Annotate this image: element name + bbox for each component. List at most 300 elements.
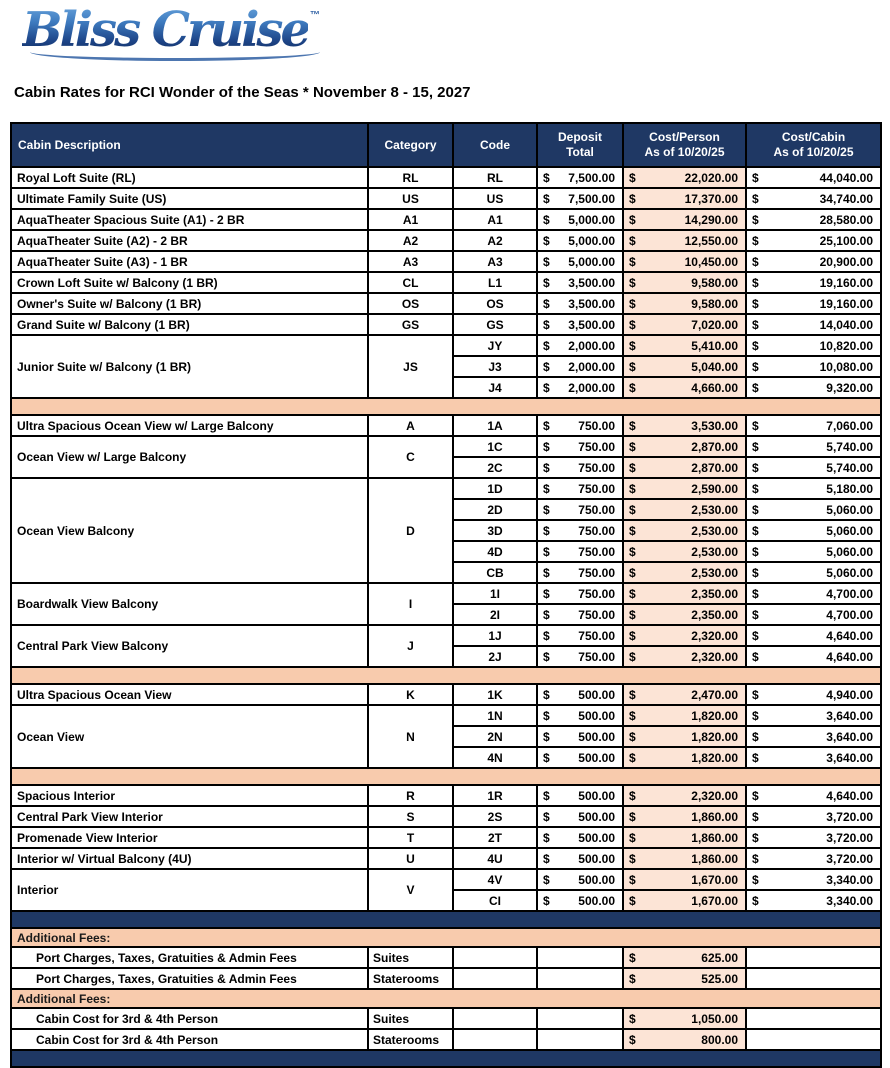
cost-person-cell	[623, 583, 746, 604]
cost-person-cell	[623, 684, 746, 705]
amount-value: 500.00	[578, 729, 615, 744]
code-cell: A1	[453, 209, 537, 230]
code-cell: 1R	[453, 785, 537, 806]
additional-fees-header-label: Additional Fees:	[11, 989, 881, 1008]
amount-value: 3,640.00	[826, 708, 873, 723]
currency-symbol: $	[752, 191, 759, 206]
currency-symbol: $	[543, 439, 550, 454]
amount-value: 750.00	[578, 481, 615, 496]
currency-symbol: $	[629, 708, 636, 723]
amount-value: 3,640.00	[826, 729, 873, 744]
amount-value: 3,500.00	[568, 317, 615, 332]
amount-value: 2,870.00	[691, 460, 738, 475]
table-row	[11, 436, 881, 457]
deposit-total-cell	[537, 684, 623, 705]
table-row	[11, 478, 881, 499]
deposit-total-cell	[537, 230, 623, 251]
amount-value: 10,820.00	[819, 338, 873, 353]
amount-value: 1,670.00	[691, 872, 738, 887]
deposit-total-cell	[537, 415, 623, 436]
currency-symbol: $	[543, 170, 550, 185]
amount-value: 5,410.00	[691, 338, 738, 353]
code-cell: J4	[453, 377, 537, 398]
currency-symbol: $	[752, 893, 759, 908]
deposit-total-cell	[537, 747, 623, 768]
currency-symbol: $	[543, 750, 550, 765]
amount-value: 750.00	[578, 460, 615, 475]
currency-symbol: $	[543, 380, 550, 395]
deposit-total-cell	[537, 583, 623, 604]
amount-value: 5,060.00	[826, 502, 873, 517]
amount-value: 17,370.00	[684, 191, 738, 206]
amount-value: 500.00	[578, 788, 615, 803]
amount-value: 2,000.00	[568, 338, 615, 353]
amount-value: 7,500.00	[568, 170, 615, 185]
currency-symbol: $	[752, 649, 759, 664]
deposit-total-cell	[537, 869, 623, 890]
cost-cabin-cell	[746, 785, 881, 806]
deposit-total-cell	[537, 314, 623, 335]
currency-symbol: $	[543, 460, 550, 475]
currency-symbol: $	[629, 893, 636, 908]
code-cell: J3	[453, 356, 537, 377]
cost-cabin-cell	[746, 583, 881, 604]
page-title: Cabin Rates for RCI Wonder of the Seas * November 8 - 15, 2027	[14, 84, 471, 101]
deposit-cell-empty	[537, 947, 623, 968]
cabin-description-cell: Promenade View Interior	[11, 827, 368, 848]
cost-person-cell	[623, 869, 746, 890]
cost-cabin-cell-empty	[746, 947, 881, 968]
amount-value: 5,000.00	[568, 254, 615, 269]
table-row	[11, 293, 881, 314]
header-cost-cabin-line2: As of 10/20/25	[773, 145, 854, 159]
cabin-description-cell: AquaTheater Suite (A3) - 1 BR	[11, 251, 368, 272]
currency-symbol: $	[752, 380, 759, 395]
additional-fees-header-label: Additional Fees:	[11, 928, 881, 947]
amount-value: 4,660.00	[691, 380, 738, 395]
cost-person-cell	[623, 436, 746, 457]
cost-person-cell	[623, 747, 746, 768]
category-cell: A2	[368, 230, 453, 251]
amount-value: 2,320.00	[691, 649, 738, 664]
code-cell: 2N	[453, 726, 537, 747]
amount-value: 7,500.00	[568, 191, 615, 206]
cabin-description-cell: AquaTheater Spacious Suite (A1) - 2 BR	[11, 209, 368, 230]
amount-value: 3,640.00	[826, 750, 873, 765]
amount-value: 800.00	[701, 1032, 738, 1047]
amount-value: 2,000.00	[568, 380, 615, 395]
header-cost-person-line2: As of 10/20/25	[644, 145, 725, 159]
deposit-total-cell	[537, 436, 623, 457]
currency-symbol: $	[752, 628, 759, 643]
currency-symbol: $	[629, 170, 636, 185]
bottom-navy-bar-band	[11, 1050, 881, 1067]
amount-value: 2,320.00	[691, 788, 738, 803]
code-cell: 1I	[453, 583, 537, 604]
amount-value: 625.00	[701, 950, 738, 965]
currency-symbol: $	[629, 418, 636, 433]
currency-symbol: $	[629, 359, 636, 374]
amount-value: 750.00	[578, 607, 615, 622]
currency-symbol: $	[629, 460, 636, 475]
code-cell: 2S	[453, 806, 537, 827]
header-cabin-description: Cabin Description	[11, 123, 368, 167]
cabin-description-cell: Grand Suite w/ Balcony (1 BR)	[11, 314, 368, 335]
cost-person-cell	[623, 541, 746, 562]
amount-value: 2,530.00	[691, 544, 738, 559]
cost-cabin-cell	[746, 457, 881, 478]
currency-symbol: $	[543, 851, 550, 866]
currency-symbol: $	[543, 586, 550, 601]
amount-value: 19,160.00	[819, 275, 873, 290]
cost-cabin-cell	[746, 625, 881, 646]
amount-value: 20,900.00	[819, 254, 873, 269]
currency-symbol: $	[543, 729, 550, 744]
table-row	[11, 415, 881, 436]
currency-symbol: $	[629, 275, 636, 290]
currency-symbol: $	[543, 338, 550, 353]
currency-symbol: $	[629, 872, 636, 887]
section-separator-band	[11, 667, 881, 684]
cabin-description-cell: Boardwalk View Balcony	[11, 583, 368, 625]
code-cell: 4D	[453, 541, 537, 562]
currency-symbol: $	[543, 687, 550, 702]
currency-symbol: $	[629, 607, 636, 622]
amount-value: 500.00	[578, 830, 615, 845]
cost-cabin-cell	[746, 562, 881, 583]
cabin-description-cell: Ocean View	[11, 705, 368, 768]
cost-cabin-cell	[746, 705, 881, 726]
currency-symbol: $	[629, 950, 636, 965]
cabin-description-cell: Junior Suite w/ Balcony (1 BR)	[11, 335, 368, 398]
category-cell: JS	[368, 335, 453, 398]
table-row	[11, 869, 881, 890]
currency-symbol: $	[543, 254, 550, 269]
currency-symbol: $	[752, 687, 759, 702]
code-cell-empty	[453, 947, 537, 968]
cost-cabin-cell	[746, 251, 881, 272]
amount-value: 14,290.00	[684, 212, 738, 227]
header-cost-person	[623, 123, 746, 167]
cost-cabin-cell	[746, 604, 881, 625]
table-row	[11, 625, 881, 646]
cost-person-cell	[623, 890, 746, 911]
amount-value: 19,160.00	[819, 296, 873, 311]
amount-value: 3,500.00	[568, 296, 615, 311]
amount-value: 4,640.00	[826, 649, 873, 664]
cabin-description-cell: Interior w/ Virtual Balcony (4U)	[11, 848, 368, 869]
deposit-total-cell	[537, 356, 623, 377]
currency-symbol: $	[543, 809, 550, 824]
cabin-description-cell: Ocean View Balcony	[11, 478, 368, 583]
section-separator	[11, 667, 881, 684]
amount-value: 500.00	[578, 750, 615, 765]
currency-symbol: $	[752, 544, 759, 559]
deposit-total-cell	[537, 499, 623, 520]
header-deposit-line1: Deposit	[557, 130, 602, 144]
code-cell: GS	[453, 314, 537, 335]
currency-symbol: $	[543, 893, 550, 908]
currency-symbol: $	[543, 317, 550, 332]
fee-type-cell: Suites	[368, 1008, 453, 1029]
code-cell: US	[453, 188, 537, 209]
deposit-cell-empty	[537, 1008, 623, 1029]
cost-cabin-cell	[746, 520, 881, 541]
code-cell-empty	[453, 1029, 537, 1050]
category-cell: D	[368, 478, 453, 583]
cabin-description-cell: Owner's Suite w/ Balcony (1 BR)	[11, 293, 368, 314]
cost-person-cell	[623, 251, 746, 272]
amount-value: 5,060.00	[826, 523, 873, 538]
currency-symbol: $	[752, 275, 759, 290]
table-header-row	[11, 123, 881, 167]
category-cell: GS	[368, 314, 453, 335]
cost-cabin-cell	[746, 167, 881, 188]
fee-type-cell: Staterooms	[368, 968, 453, 989]
currency-symbol: $	[629, 788, 636, 803]
currency-symbol: $	[629, 586, 636, 601]
currency-symbol: $	[543, 233, 550, 248]
table-row	[11, 314, 881, 335]
amount-value: 28,580.00	[819, 212, 873, 227]
currency-symbol: $	[752, 565, 759, 580]
deposit-total-cell	[537, 251, 623, 272]
amount-value: 2,530.00	[691, 523, 738, 538]
currency-symbol: $	[629, 851, 636, 866]
category-cell: V	[368, 869, 453, 911]
code-cell: A2	[453, 230, 537, 251]
code-cell: 1J	[453, 625, 537, 646]
currency-symbol: $	[629, 502, 636, 517]
code-cell: 1K	[453, 684, 537, 705]
cost-person-cell	[623, 415, 746, 436]
currency-symbol: $	[629, 338, 636, 353]
category-cell: A1	[368, 209, 453, 230]
cost-cabin-cell	[746, 499, 881, 520]
code-cell: 4U	[453, 848, 537, 869]
code-cell: 2T	[453, 827, 537, 848]
category-cell: OS	[368, 293, 453, 314]
deposit-total-cell	[537, 827, 623, 848]
fee-type-cell: Staterooms	[368, 1029, 453, 1050]
amount-value: 1,860.00	[691, 809, 738, 824]
table-row	[11, 785, 881, 806]
code-cell: CB	[453, 562, 537, 583]
currency-symbol: $	[543, 628, 550, 643]
category-cell: A	[368, 415, 453, 436]
cost-person-cell	[623, 646, 746, 667]
fee-row	[11, 1008, 881, 1029]
additional-fees-header-row	[11, 989, 881, 1008]
amount-value: 5,740.00	[826, 460, 873, 475]
category-cell: S	[368, 806, 453, 827]
cost-person-cell	[623, 785, 746, 806]
cost-person-cell	[623, 272, 746, 293]
code-cell: 4N	[453, 747, 537, 768]
cost-person-cell	[623, 293, 746, 314]
trademark-symbol: ™	[309, 10, 320, 21]
cost-person-cell	[623, 726, 746, 747]
amount-value: 1,050.00	[691, 1011, 738, 1026]
fee-amount-cell	[623, 947, 746, 968]
deposit-total-cell	[537, 520, 623, 541]
currency-symbol: $	[629, 830, 636, 845]
header-category: Category	[368, 123, 453, 167]
category-cell: U	[368, 848, 453, 869]
code-cell: 1A	[453, 415, 537, 436]
code-cell: 1C	[453, 436, 537, 457]
currency-symbol: $	[752, 254, 759, 269]
amount-value: 750.00	[578, 523, 615, 538]
deposit-total-cell	[537, 377, 623, 398]
currency-symbol: $	[752, 317, 759, 332]
amount-value: 14,040.00	[819, 317, 873, 332]
deposit-total-cell	[537, 705, 623, 726]
amount-value: 750.00	[578, 502, 615, 517]
code-cell: 3D	[453, 520, 537, 541]
code-cell: 2I	[453, 604, 537, 625]
amount-value: 3,340.00	[826, 893, 873, 908]
navy-divider-band	[11, 911, 881, 928]
cabin-description-cell: Ultra Spacious Ocean View	[11, 684, 368, 705]
cost-cabin-cell	[746, 541, 881, 562]
currency-symbol: $	[752, 523, 759, 538]
table-row	[11, 848, 881, 869]
amount-value: 4,640.00	[826, 628, 873, 643]
cost-cabin-cell	[746, 848, 881, 869]
deposit-total-cell	[537, 726, 623, 747]
amount-value: 750.00	[578, 628, 615, 643]
code-cell: A3	[453, 251, 537, 272]
cost-cabin-cell	[746, 684, 881, 705]
category-cell: N	[368, 705, 453, 768]
cost-person-cell	[623, 335, 746, 356]
cost-person-cell	[623, 604, 746, 625]
amount-value: 3,720.00	[826, 809, 873, 824]
currency-symbol: $	[629, 687, 636, 702]
deposit-total-cell	[537, 478, 623, 499]
amount-value: 750.00	[578, 565, 615, 580]
fee-label-cell: Cabin Cost for 3rd & 4th Person	[11, 1029, 368, 1050]
cost-cabin-cell-empty	[746, 968, 881, 989]
deposit-total-cell	[537, 848, 623, 869]
amount-value: 7,060.00	[826, 418, 873, 433]
amount-value: 25,100.00	[819, 233, 873, 248]
currency-symbol: $	[752, 170, 759, 185]
deposit-total-cell	[537, 646, 623, 667]
currency-symbol: $	[629, 317, 636, 332]
cabin-rates-table	[10, 122, 882, 1068]
amount-value: 750.00	[578, 418, 615, 433]
currency-symbol: $	[543, 788, 550, 803]
cost-person-cell	[623, 562, 746, 583]
cost-cabin-cell	[746, 209, 881, 230]
amount-value: 4,700.00	[826, 607, 873, 622]
currency-symbol: $	[752, 586, 759, 601]
amount-value: 3,720.00	[826, 851, 873, 866]
amount-value: 5,180.00	[826, 481, 873, 496]
cabin-description-cell: Spacious Interior	[11, 785, 368, 806]
additional-fees-header-row	[11, 928, 881, 947]
amount-value: 9,320.00	[826, 380, 873, 395]
amount-value: 4,640.00	[826, 788, 873, 803]
amount-value: 9,580.00	[691, 275, 738, 290]
currency-symbol: $	[629, 254, 636, 269]
currency-symbol: $	[752, 851, 759, 866]
code-cell: RL	[453, 167, 537, 188]
amount-value: 1,820.00	[691, 708, 738, 723]
amount-value: 5,000.00	[568, 212, 615, 227]
cost-person-cell	[623, 377, 746, 398]
amount-value: 5,040.00	[691, 359, 738, 374]
cost-cabin-cell	[746, 869, 881, 890]
amount-value: 10,450.00	[684, 254, 738, 269]
deposit-total-cell	[537, 457, 623, 478]
table-row	[11, 230, 881, 251]
table-row	[11, 209, 881, 230]
currency-symbol: $	[629, 439, 636, 454]
currency-symbol: $	[543, 212, 550, 227]
section-separator-band	[11, 768, 881, 785]
currency-symbol: $	[752, 338, 759, 353]
cost-person-cell	[623, 188, 746, 209]
category-cell: RL	[368, 167, 453, 188]
amount-value: 2,590.00	[691, 481, 738, 496]
cost-cabin-cell	[746, 478, 881, 499]
currency-symbol: $	[629, 1032, 636, 1047]
cost-person-cell	[623, 314, 746, 335]
cost-person-cell	[623, 848, 746, 869]
amount-value: 2,350.00	[691, 586, 738, 601]
currency-symbol: $	[543, 296, 550, 311]
deposit-total-cell	[537, 806, 623, 827]
cabin-description-cell: Central Park View Balcony	[11, 625, 368, 667]
amount-value: 4,940.00	[826, 687, 873, 702]
deposit-cell-empty	[537, 968, 623, 989]
amount-value: 4,700.00	[826, 586, 873, 601]
currency-symbol: $	[629, 191, 636, 206]
amount-value: 750.00	[578, 649, 615, 664]
currency-symbol: $	[629, 233, 636, 248]
code-cell: 2C	[453, 457, 537, 478]
currency-symbol: $	[752, 296, 759, 311]
currency-symbol: $	[752, 729, 759, 744]
fee-label-cell: Port Charges, Taxes, Gratuities & Admin Fees	[11, 968, 368, 989]
deposit-total-cell	[537, 272, 623, 293]
category-cell: CL	[368, 272, 453, 293]
cost-cabin-cell	[746, 188, 881, 209]
amount-value: 9,580.00	[691, 296, 738, 311]
amount-value: 1,670.00	[691, 893, 738, 908]
table-row	[11, 251, 881, 272]
header-deposit-line2: Total	[566, 145, 594, 159]
code-cell: JY	[453, 335, 537, 356]
cost-person-cell	[623, 356, 746, 377]
section-separator-band	[11, 398, 881, 415]
currency-symbol: $	[629, 649, 636, 664]
amount-value: 5,740.00	[826, 439, 873, 454]
amount-value: 2,320.00	[691, 628, 738, 643]
deposit-total-cell	[537, 562, 623, 583]
cost-person-cell	[623, 625, 746, 646]
currency-symbol: $	[629, 523, 636, 538]
cost-person-cell	[623, 457, 746, 478]
currency-symbol: $	[752, 233, 759, 248]
cost-person-cell	[623, 478, 746, 499]
amount-value: 22,020.00	[684, 170, 738, 185]
amount-value: 1,820.00	[691, 750, 738, 765]
fee-amount-cell	[623, 968, 746, 989]
